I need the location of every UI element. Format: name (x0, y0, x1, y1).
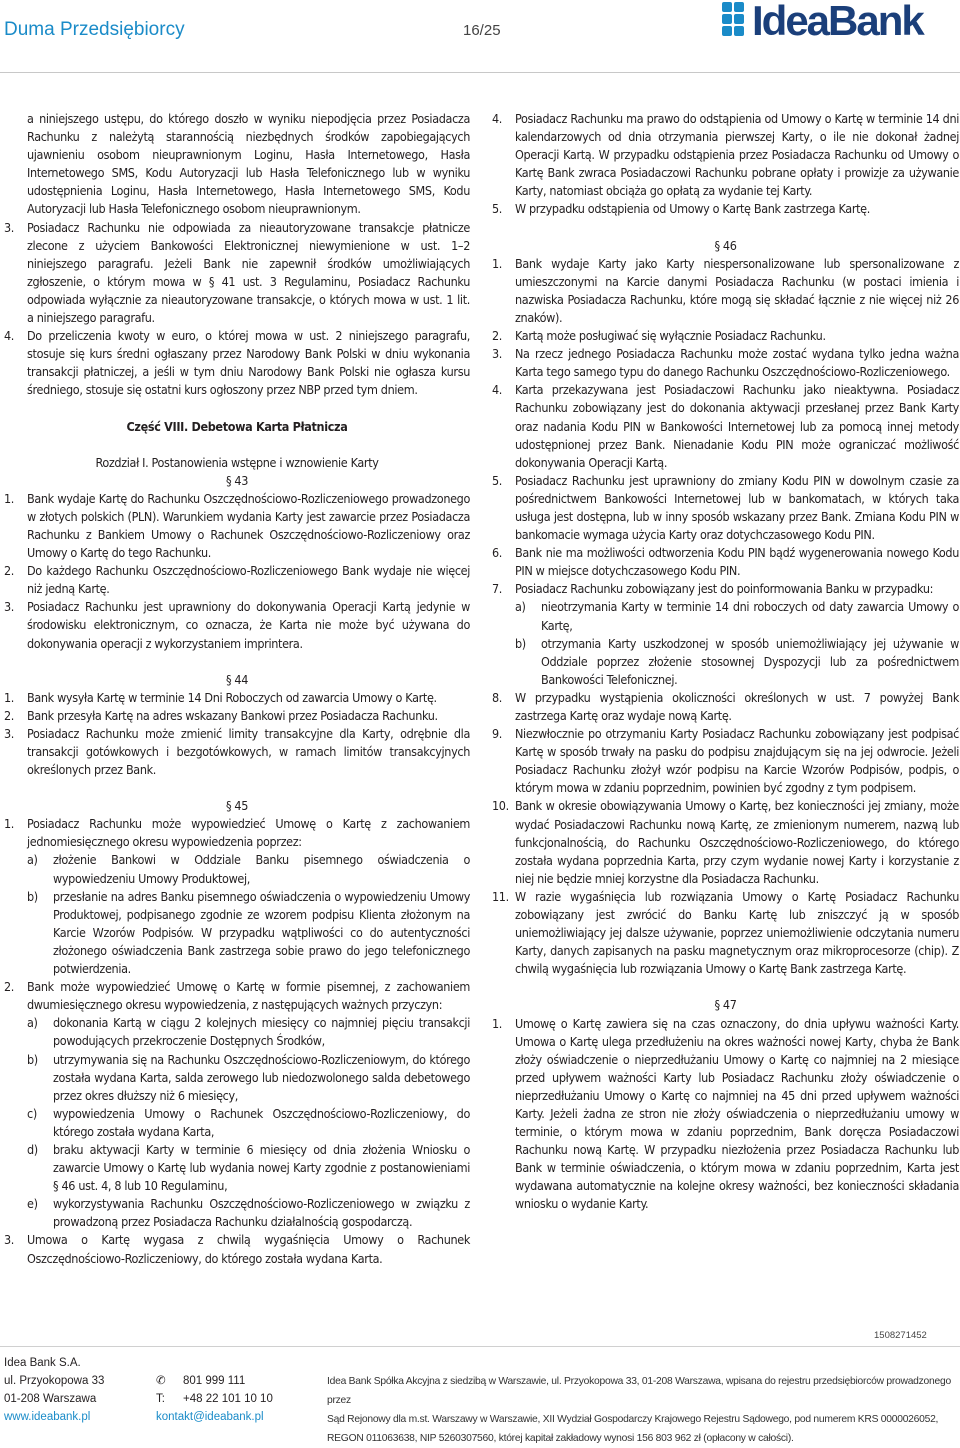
footer-rule (0, 1346, 960, 1347)
list-item: 5. W przypadku odstąpienia od Umowy o Kartę Bank zastrzega Kartę. (492, 201, 870, 217)
section-heading: § 43 (225, 472, 249, 488)
page-header (0, 0, 960, 70)
street-address: ul. Przyokopowa 33 (4, 1375, 105, 1387)
list-item: 3. Na rzecz jednego Posiadacza Rachunku może zostać wydana tylko jedna ważna Karta tego samego typu do danego Rachunku Oszczędnościowo-Rozliczeniowego. (492, 346, 959, 380)
website-link[interactable]: www.ideabank.pl (4, 1411, 91, 1423)
list-item: 1. Umowę o Kartę zawiera się na czas oznaczony, do dnia upływu ważności Karty. Umowa o Kartę ulega przedłużeniu na okres ważności nowej Karty, chyba że Bank złoży oświadczenie o nieprzedłużaniu Umowy o Kartę co najmniej na 2 miesiące przed upływem ważności Karty lub Posiadacz Rachunku złoży oświadczenie o nieprzedłużaniu Umowy o Kartę co najmniej na 45 dni przed upływem ważności Karty. Jeżeli żadna ze stron nie złoży oświadczenia o nieprzedłużaniu umowy w terminie, o którym mowa w zdaniu poprzednim, Bank doręcza Posiadaczowi Rachunku nową Kartę. W przypadku niezłożenia przez Posiadacza Rachunku lub Bank w terminie oświadczenia, o którym mowa w zdaniu poprzednim, Karta jest wydawana automatycznie na kolejne okresy ważności, bez konieczności składania wniosku o wydanie Karty. (492, 1015, 959, 1212)
intro-paragraph: a niniejszego ustępu, do którego doszło w wyniku niepodjęcia przez Posiadacza Rachunku z należytą starannością niezbędnych środków zapobiegających ujawnieniu osobom nieuprawnionym Loginu, Hasła Internetowego, Hasła Internetowego SMS, Kodu Autoryzacji lub Hasła Telefonicznego lub w wyniku udostępnienia Loginu, Hasła Internetowego, Hasła Internetowego SMS, Kodu Autoryzacji lub Hasła Telefonicznego osobom nieuprawnionym. (27, 111, 470, 217)
section-heading: § 47 (714, 997, 737, 1013)
left-column (4, 110, 470, 1268)
city-address: 01-208 Warszawa (4, 1393, 97, 1405)
list-item: 10. Bank w okresie obowiązywania Umowy o Kartę, bez konieczności jej zmiany, może wydać Posiadaczowi Rachunku nową Kartę, ze zmienionym numerem, nazwą lub funkcjonalnością, do Rachunku Oszczędnościowo-Rozliczeniowego, do którego została wydana poprzednia Karta, przy czym wydanie nowej Karty i korzystanie z niej nie będzie mniej korzystne dla Posiadacza Rachunku. (492, 798, 959, 886)
section-heading: § 46 (714, 237, 737, 253)
list-subitem: a) złożenie Bankowi w Oddziale Banku pisemnego oświadczenia o wypowiedzeniu Umowy Produktowej, (27, 852, 470, 886)
list-item: 6. Bank nie ma możliwości odtworzenia Kodu PIN bądź wygenerowania nowego Kodu PIN w miejsce dotychczasowego Kodu PIN. (492, 545, 959, 579)
list-item: 5. Posiadacz Rachunku jest uprawniony do zmiany Kodu PIN w dowolnym czasie za pośrednictwem Bankowości Internetowej lub w bankomatach, w których taka usługa jest dostępna, lub w inny sposób wskazany przez Bank. Zmiana Kodu PIN w bankomacie wymaga użycia Karty oraz dotychczasowego Kodu PIN. (492, 472, 959, 543)
list-subitem: b) przesłanie na adres Banku pisemnego oświadczenia o wypowiedzeniu Umowy Produktowej, podpisanego zgodnie ze wzorem podpisu Klienta złożonym na Karcie Wzorów Podpisów. W przypadku wątpliwości co do autentyczności złożonego oświadczenia Bank zastrzega sobie prawo do jego telefonicznego potwierdzenia. (27, 888, 470, 977)
chapter-heading: Rozdział I. Postanowienia wstępne i wznowienie Karty (95, 454, 379, 470)
phone-icon: ✆ (156, 1375, 166, 1387)
list-subitem: a) nieotrzymania Karty w terminie 14 dni roboczych od daty zawarcia Umowy o Kartę, (515, 599, 959, 633)
list-item: 1. Posiadacz Rachunku może wypowiedzieć Umowę o Kartę z zachowaniem jednomiesięcznego okresu wypowiedzenia poprzez: (4, 816, 470, 850)
footer-contact (156, 1354, 273, 1426)
list-item: 2. Bank przesyła Kartę na adres wskazany Bankowi przez Posiadacza Rachunku. (4, 707, 438, 723)
idea-bank-logo (718, 0, 960, 40)
list-item: 2. Do każdego Rachunku Oszczędnościowo-Rozliczeniowego Bank wydaje nie więcej niż jedną Kartę. (4, 563, 470, 597)
hotline-number: 801 999 111 (183, 1375, 246, 1387)
footer-address (4, 1354, 104, 1426)
section-heading: § 44 (225, 671, 249, 687)
list-item: 7. Posiadacz Rachunku zobowiązany jest do poinformowania Banku w przypadku: (492, 581, 934, 597)
phone-number: +48 22 101 10 10 (183, 1393, 273, 1405)
document-title: Duma Przedsiębiorcy (4, 19, 185, 40)
list-subitem: b) utrzymywania się na Rachunku Oszczędnościowo-Rozliczeniowym, do którego została wydana Karta, salda zerowego lub niedozwolonego salda debetowego przez okres dłuższy niż 6 miesięcy, (27, 1051, 470, 1103)
legal-line: Sąd Rejonowy dla m.st. Warszawy w Warszawie, XII Wydział Gospodarczy Krajowego Rejestru Sądowego, pod numerem KRS 0000026052, (327, 1414, 939, 1425)
list-subitem: c) wypowiedzenia Umowy o Rachunek Oszczędnościowo-Rozliczeniowy, do którego została wydana Karta, (27, 1105, 470, 1139)
logo-text: IdeaBank (752, 0, 923, 40)
tel-label: T: (156, 1393, 165, 1405)
list-item: 1. Bank wysyła Kartę w terminie 14 Dni Roboczych od zawarcia Umowy o Kartę. (4, 689, 437, 705)
list-item: 2. Kartą może posługiwać się wyłącznie Posiadacz Rachunku. (492, 328, 826, 344)
list-subitem: b) otrzymania Karty uszkodzonej w sposób uniemożliwiający jej używanie w Oddziale poprzez złożenie stosownej Dyspozycji lub za pośrednictwem Bankowości Telefonicznej. (515, 635, 959, 687)
legal-line: REGON 011063638, NIP 5260307560, której kapitał zakładowy wynosi 156 803 962 zł (opłacony w całości). (327, 1433, 794, 1444)
list-item: 11. W razie wygaśnięcia lub rozwiązania Umowy o Kartę Posiadacz Rachunku zobowiązany jest zwrócić do Banku Kartę lub zniszczyć ją w sposób uniemożliwiający jej dalsze używanie, poprzez uniemożliwienie odczytania numeru Karty, danych zapisanych na pasku magnetycznym oraz mikroprocesorze (chip). Z chwilą wygaśnięcia lub rozwiązania Umowy o Kartę Bank zastrzega Kartę. (492, 888, 959, 977)
list-subitem: a) dokonania Kartą w ciągu 2 kolejnych miesięcy co najmniej pięciu transakcji powodujących przekroczenie Dostępnych Środków, (27, 1015, 470, 1049)
footer-legal (327, 1372, 960, 1448)
email-link[interactable]: kontakt@ideabank.pl (156, 1411, 264, 1423)
list-item: 3. Posiadacz Rachunku może zmienić limity transakcyjne dla Karty, odrębnie dla transakcji gotówkowych i bezgotówkowych, w ramach limitów transakcyjnych określonych przez Bank. (4, 725, 470, 778)
list-item: 4. Posiadacz Rachunku ma prawo do odstąpienia od Umowy o Kartę w terminie 14 dni kalendarzowych od dnia otrzymania pierwszej Karty, o ile nie dokonał żadnej Operacji Kartą. W przypadku odstąpienia przez Posiadacza Rachunku od Umowy o Kartę Bank zwraca Posiadaczowi Rachunku pobrane opłaty i prowizje za używanie Karty, natomiast obciąża go opłatą za wydanie tej Karty. (492, 111, 959, 199)
list-item: 1. Bank wydaje Karty jako Karty niespersonalizowane lub spersonalizowane z umieszczonymi na Karcie danymi Posiadacza Rachunku (w postaci imienia i nazwiska Posiadacza Rachunku, które mogą się składać łącznie z nie więcej niż 26 znaków). (492, 255, 959, 325)
list-item: 3. Posiadacz Rachunku jest uprawniony do dokonywania Operacji Kartą jedynie w środowisku elektronicznym, co oznacza, że Karta nie może być używana do dokonywania operacji z wykorzystaniem imprintera. (4, 599, 470, 651)
list-subitem: e) wykorzystywania Rachunku Oszczędnościowo-Rozliczeniowego w związku z prowadzoną przez Posiadacza Rachunku działalnością gospodarczą. (27, 1196, 470, 1230)
legal-line: Idea Bank Spółka Akcyjna z siedzibą w Warszawie, ul. Przyokopowa 33, 01-208 Warszawa, wpisana do rejestru przedsiębiorców prowadzonego przez (327, 1376, 951, 1406)
list-item: 4. Karta przekazywana jest Posiadaczowi Rachunku jako nieaktywna. Posiadacz Rachunku zobowiązany jest do dokonania aktywacji przesłanej przez Bank Karty oraz nadania Kodu PIN w Bankowości Internetowej lub za pomocą innej metody udostępnionej przez Bank. Nienadanie Kodu PIN może ograniczać możliwość dokonywania Operacji Kartą. (492, 382, 959, 470)
part-heading: Część VIII. Debetowa Karta Płatnicza (126, 418, 348, 434)
list-item: 8. W przypadku wystąpienia okoliczności określonych w ust. 7 powyżej Bank zastrzega Kartę oraz wydaje nową Kartę. (492, 689, 959, 723)
list-item: 2. Bank może wypowiedzieć Umowę o Kartę w formie pisemnej, z zachowaniem dwumiesięcznego okresu wypowiedzenia, z następujących ważnych przyczyn: (4, 979, 470, 1013)
right-column (492, 110, 959, 1214)
list-item: 3. Posiadacz Rachunku nie odpowiada za nieautoryzowane transakcje płatnicze zlecone z użyciem Bankowości Elektronicznej niewymienione w ust. 1–2 niniejszego paragrafu. Jeżeli Bank nie zapewnił środków umożliwiających zgłoszenie, o którym mowa w § 41 ust. 3 Regulaminu, Posiadacz Rachunku odpowiada wyłącznie za nieautoryzowane transakcje, o których mowa w ust. 1 lit. a niniejszego paragrafu. (4, 219, 470, 326)
section-heading: § 45 (225, 798, 249, 814)
list-item: 4. Do przeliczenia kwoty w euro, o której mowa w ust. 2 niniejszego paragrafu, stosuje się kurs średni ogłaszany przez Narodowy Bank Polski w dniu wykonania transakcji płatniczej, a jeśli w tym dniu Narodowy Bank Polski nie ogłasza kursu średniego, stosuje się ostatni kurs ogłoszony przez NBP przed tym dniem. (4, 328, 470, 398)
document-code: 1508271452 (874, 1330, 927, 1341)
list-item: 9. Niezwłocznie po otrzymaniu Karty Posiadacz Rachunku zobowiązany jest podpisać Kartę w sposób trwały na pasku do podpisu znajdującym się na jej odwrocie. Jeżeli Posiadacz Rachunku złożył wzór podpisu na Karcie Wzorów Podpisów, podpis, o którym mowa w zdaniu poprzednim, powinien być zgodny z tym podpisem. (492, 726, 959, 796)
list-item: 1. Bank wydaje Kartę do Rachunku Oszczędnościowo-Rozliczeniowego prowadzonego w złotych polskich (PLN). Warunkiem wydania Karty jest zawarcie przez Posiadacza Rachunku z Bankiem Umowy o Rachunek Oszczędnościowo-Rozliczeniowy oraz Umowy o Kartę do tego Rachunku. (4, 490, 470, 561)
header-rule (0, 72, 960, 73)
list-subitem: d) braku aktywacji Karty w terminie 6 miesięcy od dnia złożenia Wniosku o zawarcie Umowy o Kartę lub wydania nowej Karty zgodnie z postanowieniami § 46 ust. 4, 8 lub 10 Regulaminu, (27, 1141, 470, 1194)
list-item: 3. Umowa o Kartę wygasa z chwilą wygaśnięcia Umowy o Rachunek Oszczędnościowo-Rozliczeniowy, do którego została wydana Karta. (4, 1232, 470, 1266)
page-number: 16/25 (463, 22, 501, 39)
company-name: Idea Bank S.A. (4, 1357, 81, 1369)
